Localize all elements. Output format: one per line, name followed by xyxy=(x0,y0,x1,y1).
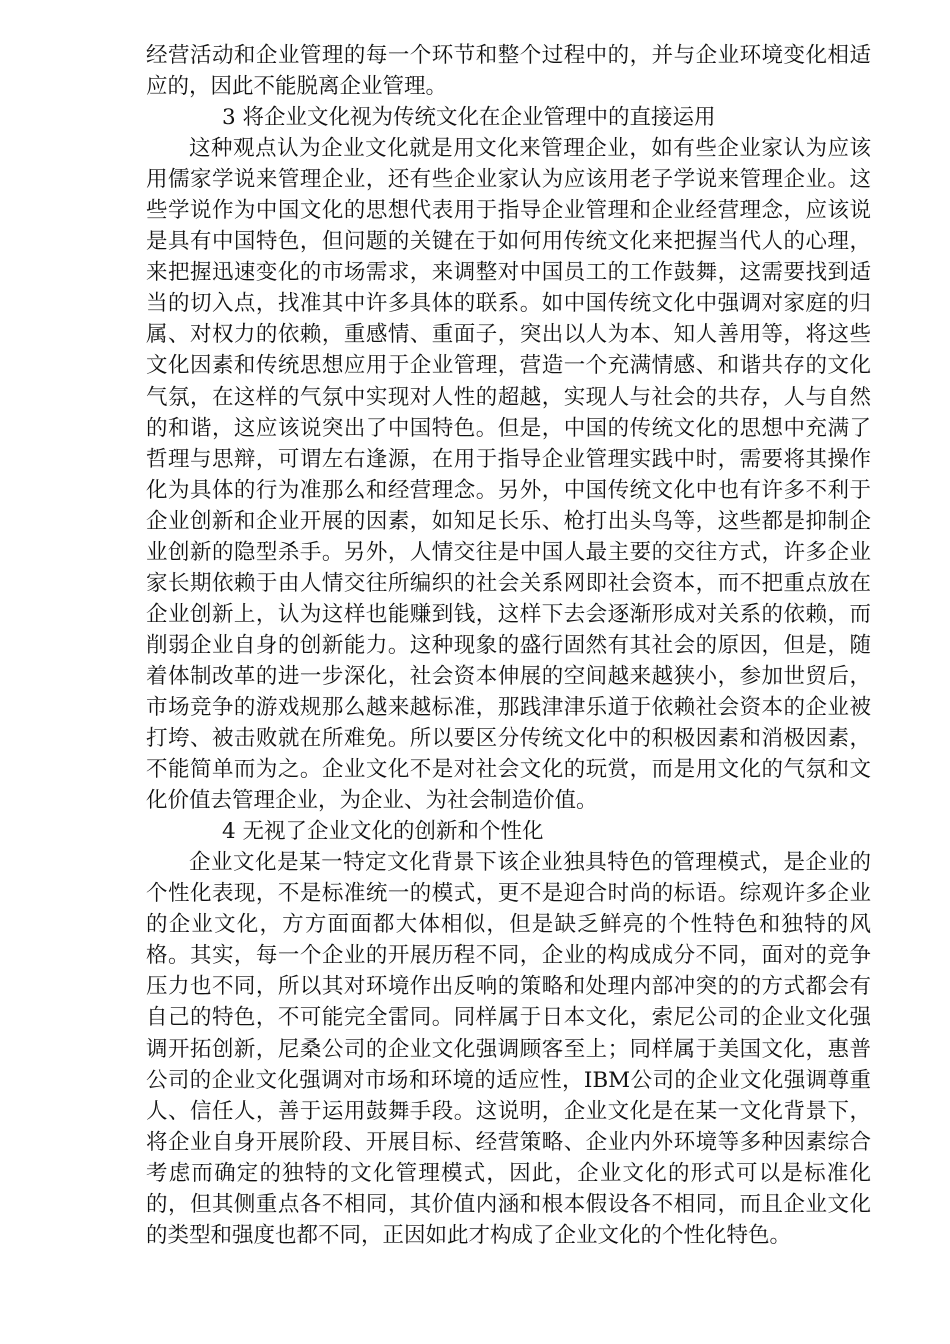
section-heading-3: 3 将企业文化视为传统文化在企业管理中的直接运用 xyxy=(222,105,716,131)
paragraph-continuation: 经营活动和企业管理的每一个环节和整个过程中的，并与企业环境变化相适应的，因此不能脱离企业管理。 xyxy=(146,43,871,100)
section-heading-4: 4 无视了企业文化的创新和个性化 xyxy=(222,819,544,845)
paragraph-innovation-individuality: 企业文化是某一特定文化背景下该企业独具特色的管理模式，是企业的个性化表现，不是标准统一的模式，更不是迎合时尚的标语。综观许多企业的企业文化，方方面面都大体相似，但是缺乏鲜亮的个性特色和独特的风格。其实，每一个企业的开展历程不同，企业的构成成分不同，面对的竞争压力也不同，所以其对环境作出反响的策略和处理内部冲突的的方式都会有自己的特色，不可能完全雷同。同样属于日本文化，索尼公司的企业文化强调开拓创新，尼桑公司的企业文化强调顾客至上；同样属于美国文化，惠普公司的企业文化强调对市场和环境的适应性，IBM公司的企业文化强调尊重人、信任人，善于运用鼓舞手段。这说明，企业文化是在某一文化背景下，将企业自身开展阶段、开展目标、经营策略、企业内外环境等多种因素综合考虑而确定的独特的文化管理模式，因此，企业文化的形式可以是标准化的，但其侧重点各不相同，其价值内涵和根本假设各不相同，而且企业文化的类型和强度也都不同，正因如此才构成了企业文化的个性化特色。 xyxy=(146,850,871,1248)
paragraph-traditional-culture: 这种观点认为企业文化就是用文化来管理企业，如有些企业家认为应该用儒家学说来管理企业，还有些企业家认为应该用老子学说来管理企业。这些学说作为中国文化的思想代表用于指导企业管理和企业经营理念，应该说是具有中国特色，但问题的关键在于如何用传统文化来把握当代人的心理，来把握迅速变化的市场需求，来调整对中国员工的工作鼓舞，这需要找到适当的切入点，找准其中许多具体的联系。如中国传统文化中强调对家庭的归属、对权力的依赖，重感情、重面子，突出以人为本、知人善用等，将这些文化因素和传统思想应用于企业管理，营造一个充满情感、和谐共存的文化气氛，在这样的气氛中实现对人性的超越，实现人与社会的共存，人与自然的和谐，这应该说突出了中国特色。但是，中国的传统文化的思想中充满了哲理与思辩，可谓左右逢源，在用于指导企业管理实践中时，需要将其操作化为具体的行为准那么和经营理念。另外，中国传统文化中也有许多不利于企业创新和企业开展的因素，如知足长乐、枪打出头鸟等，这些都是抑制企业创新的隐型杀手。另外，人情交往是中国人最主要的交往方式，许多企业家长期依赖于由人情交往所编织的社会关系网即社会资本，而不把重点放在企业创新上，认为这样也能赚到钱，这样下去会逐渐形成对关系的依赖，而削弱企业自身的创新能力。这种现象的盛行固然有其社会的原因，但是，随着体制改革的进一步深化，社会资本伸展的空间越来越狭小，参加世贸后，市场竞争的游戏规那么越来越标准，那践津津乐道于依赖社会资本的企业被打垮、被击败就在所难免。所以要区分传统文化中的积极因素和消极因素，不能简单而为之。企业文化不是对社会文化的玩赏，而是用文化的气氛和文化价值去管理企业，为企业、为社会制造价值。 xyxy=(146,136,871,814)
document-page xyxy=(146,40,871,1251)
